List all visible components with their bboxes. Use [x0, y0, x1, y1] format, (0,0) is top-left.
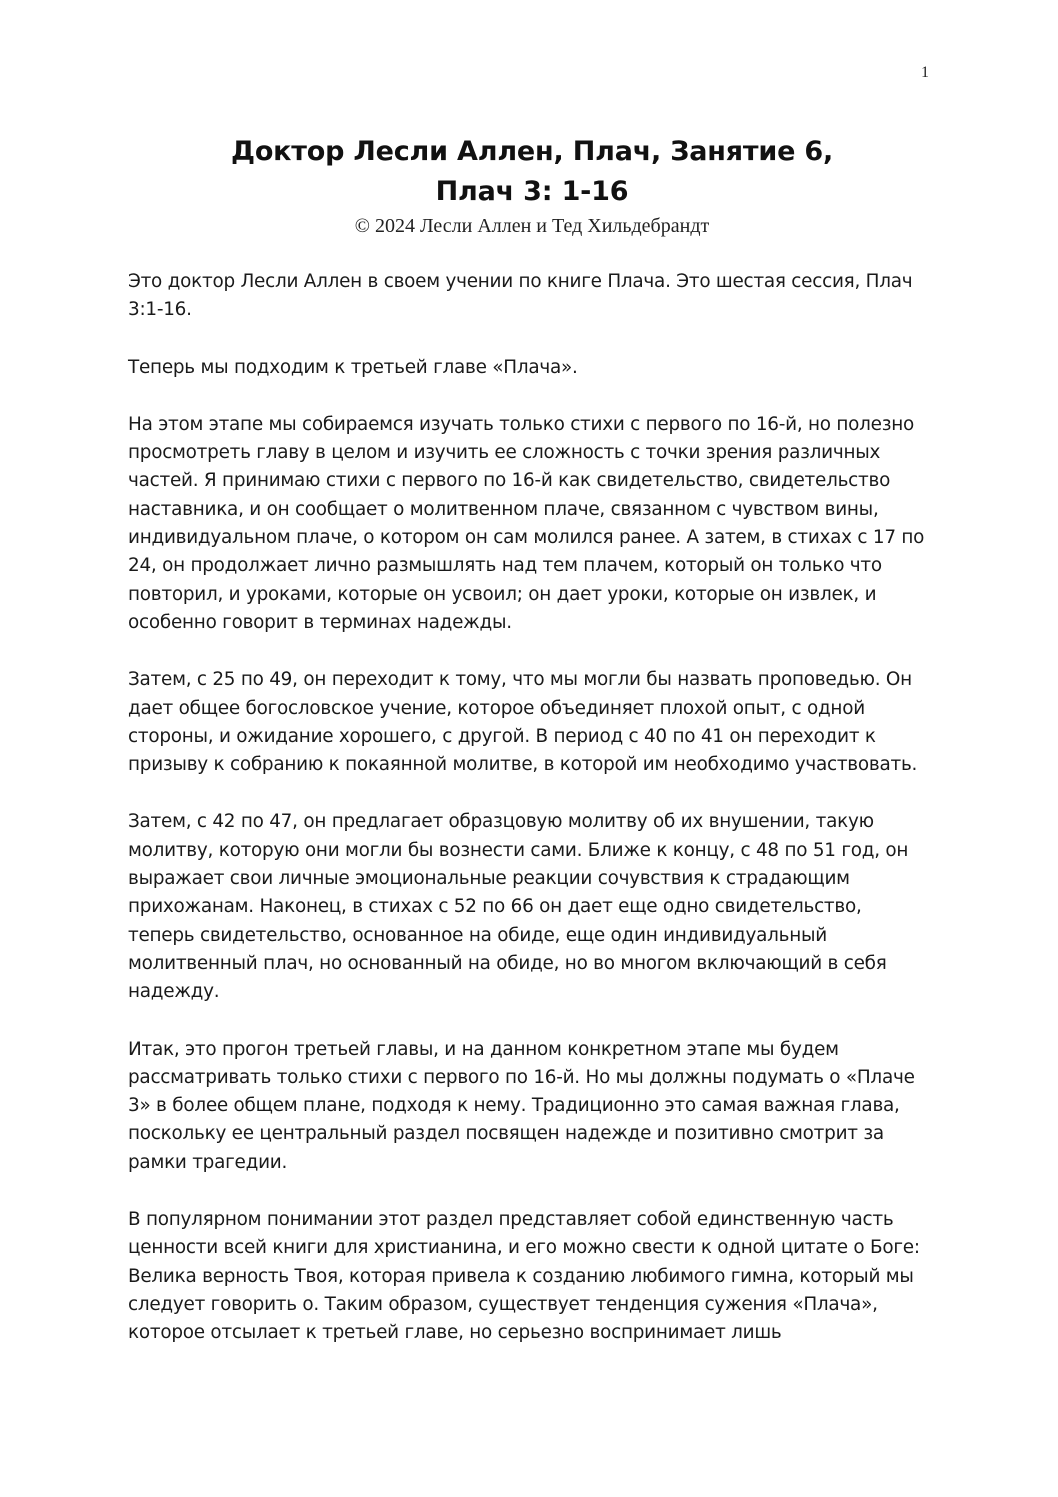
page-number: 1 — [921, 64, 929, 81]
paragraph: Теперь мы подходим к третьей главе «Плача». — [128, 356, 578, 378]
paragraph: Затем, с 25 по 49, он переходит к тому, что мы могли бы назвать проповедью. Он дает общее богословское учение, которое объединяет плохой опыт, с одной стороны, и ожидание хорошего, с другой. В период с 40 по 41 он переходит к призыву к собранию к покаянной молитве, в которой им необходимо участвовать. — [128, 669, 918, 776]
paragraph: Это доктор Лесли Аллен в своем учении по книге Плача. Это шестая сессия, Плач 3:1-16. — [128, 271, 913, 321]
document-title-line-2: Плач 3: 1-16 — [435, 176, 629, 207]
paragraph: На этом этапе мы собираемся изучать только стихи с первого по 16-й, но полезно просмотреть главу в целом и изучить ее сложность с точки зрения различных частей. Я принимаю стихи с первого по 16-й как свидетельство, свидетельство наставника, и он сообщает о молитвенном плаче, связанном с чувством вины, индивидуальном плаче, о котором он сам молился ранее. А затем, в стихах с 17 по 24, он продолжает лично размышлять над тем плачем, который он только что повторил, и уроками, которые он усвоил; он дает уроки, которые он извлек, и особенно говорит в терминах надежды. — [128, 413, 925, 633]
paragraph: Итак, это прогон третьей главы, и на данном конкретном этапе мы будем рассматривать только стихи с первого по 16-й. Но мы должны подумать о «Плаче 3» в более общем плане, подходя к нему. Традиционно это самая важная глава, поскольку ее центральный раздел посвящен надежде и позитивно смотрит за рамки трагедии. — [128, 1038, 915, 1173]
paragraph: Затем, с 42 по 47, он предлагает образцовую молитву об их внушении, такую молитву, которую они могли бы вознести сами. Ближе к концу, с 48 по 51 год, он выражает свои личные эмоциональные реакции сочувствия к страдающим прихожанам. Наконец, в стихах с 52 по 66 он дает еще одно свидетельство, теперь свидетельство, основанное на обиде, еще один индивидуальный молитвенный плач, но основанный на обиде, но во многом включающий в себя надежду. — [128, 811, 909, 1003]
document-title-line-1: Доктор Лесли Аллен, Плач, Занятие 6, — [230, 136, 834, 167]
paragraph: В популярном понимании этот раздел представляет собой единственную часть ценности всей книги для христианина, и его можно свести к одной цитате о Боге: Велика верность Твоя, которая привела к созданию любимого гимна, который мы следует говорить о. Таким образом, существует тенденция сужения «Плача», которое отсылает к третьей главе, но серьезно воспринимает лишь — [128, 1209, 920, 1344]
copyright-notice: © 2024 Лесли Аллен и Тед Хильдебрандт — [354, 215, 710, 237]
document-header — [0, 132, 1058, 239]
document-body — [128, 268, 928, 1377]
